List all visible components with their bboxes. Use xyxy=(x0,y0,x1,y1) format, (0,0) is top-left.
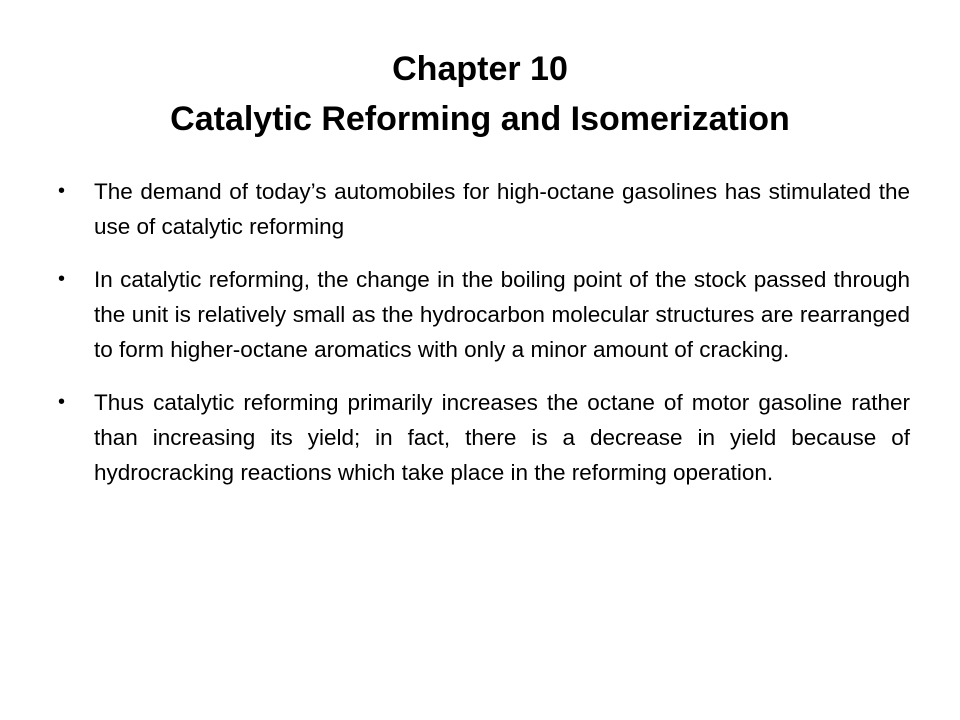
bullet-item-yield xyxy=(58,385,910,490)
bullet-text: In catalytic reforming, the change in the boiling point of the stock passed through the unit is relatively small as the hydrocarbon molecular structures are rearranged to form higher-octane aromatics with only a minor amount of cracking. xyxy=(94,267,910,362)
bullet-list xyxy=(58,174,910,508)
bullet-item-demand xyxy=(58,174,910,244)
bullet-dot-icon: • xyxy=(58,391,66,413)
bullet-item-process xyxy=(58,262,910,367)
bullet-dot-icon: • xyxy=(58,268,66,290)
title-topic: Catalytic Reforming and Isomerization xyxy=(170,100,790,138)
bullet-text: Thus catalytic reforming primarily increases the octane of motor gasoline rather than increasing its yield; in fact, there is a decrease in yield because of hydrocracking reactions which take place in the reforming operation. xyxy=(94,390,910,485)
slide-title xyxy=(60,44,900,144)
bullet-dot-icon: • xyxy=(58,180,66,202)
title-chapter: Chapter 10 xyxy=(392,50,568,88)
bullet-text: The demand of today’s automobiles for high-octane gasolines has stimulated the use of catalytic reforming xyxy=(94,179,910,239)
